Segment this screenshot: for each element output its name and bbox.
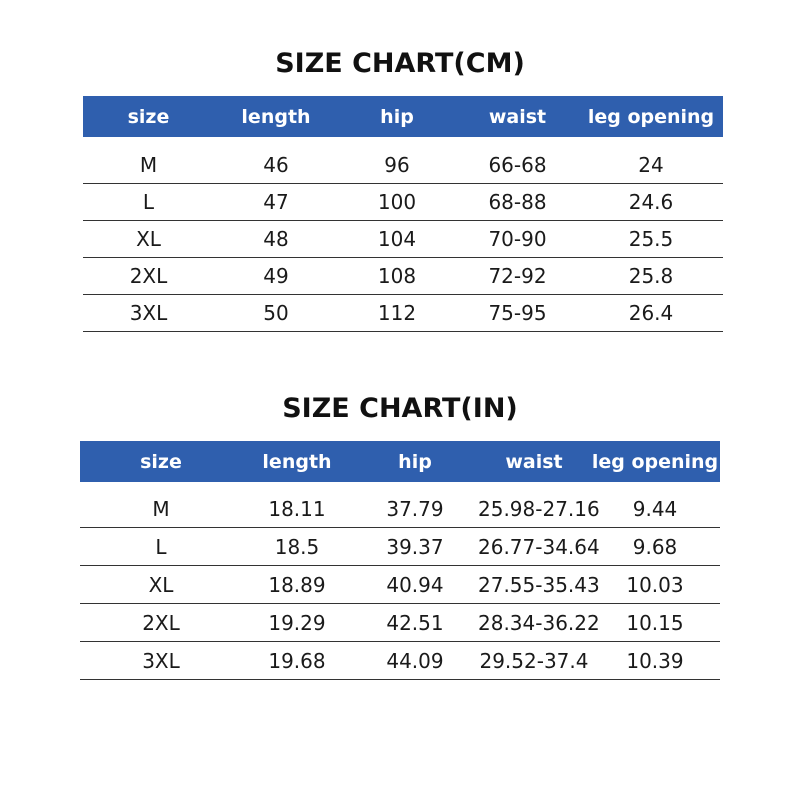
- cell-hip: 104: [377, 227, 417, 251]
- cell-hip: 112: [377, 301, 417, 325]
- in-size-table: [80, 441, 720, 680]
- cell-waist: 27.55-35.43: [478, 572, 600, 597]
- cell-hip: 37.79: [386, 496, 444, 521]
- cell-length: 47: [263, 190, 289, 214]
- cell-size: L: [142, 190, 155, 214]
- cell-size: M: [139, 153, 158, 177]
- table-row: [83, 258, 723, 295]
- cm-table-header: [83, 96, 723, 137]
- cell-length: 49: [263, 264, 289, 288]
- cell-length: 19.29: [268, 610, 326, 635]
- table-row: [80, 566, 720, 604]
- cell-hip: 42.51: [386, 610, 444, 635]
- cell-length: 48: [263, 227, 289, 251]
- header-gap: [83, 137, 723, 147]
- cell-length: 50: [263, 301, 289, 325]
- header-size: size: [127, 105, 170, 128]
- cm-size-table: [83, 96, 723, 332]
- cell-hip: 108: [377, 264, 417, 288]
- header-gap: [80, 482, 720, 490]
- in-table-header: [80, 441, 720, 482]
- cell-leg-opening: 10.15: [626, 610, 684, 635]
- cell-hip: 39.37: [386, 534, 444, 559]
- header-size: size: [140, 450, 182, 473]
- cell-leg-opening: 25.5: [628, 227, 674, 251]
- cell-length: 19.68: [268, 648, 326, 673]
- cell-length: 18.89: [268, 572, 326, 597]
- cell-size: XL: [136, 227, 161, 251]
- cell-leg-opening: 9.68: [632, 534, 678, 559]
- header-leg-opening: leg opening: [587, 105, 715, 128]
- cell-leg-opening: 9.44: [632, 496, 678, 521]
- cell-size: 2XL: [142, 610, 180, 635]
- cell-waist: 28.34-36.22: [478, 610, 600, 635]
- cell-hip: 96: [384, 153, 410, 177]
- cell-size: 3XL: [142, 648, 180, 673]
- header-leg-opening: leg opening: [591, 450, 719, 473]
- table-row: [83, 221, 723, 258]
- cell-leg-opening: 25.8: [628, 264, 674, 288]
- table-row: [83, 147, 723, 184]
- header-length: length: [262, 450, 332, 473]
- cell-waist: 70-90: [488, 227, 547, 251]
- in-chart-title: SIZE CHART(IN): [282, 393, 518, 424]
- cell-size: 3XL: [129, 301, 168, 325]
- table-row: [80, 490, 720, 528]
- header-hip: hip: [398, 450, 432, 473]
- cell-waist: 72-92: [488, 264, 547, 288]
- cell-hip: 100: [377, 190, 417, 214]
- table-row: [83, 295, 723, 332]
- header-hip: hip: [380, 105, 414, 128]
- cell-leg-opening: 10.03: [626, 572, 684, 597]
- cell-waist: 66-68: [488, 153, 547, 177]
- header-waist: waist: [488, 105, 547, 128]
- cell-waist: 68-88: [488, 190, 547, 214]
- table-row: [80, 604, 720, 642]
- cell-waist: 75-95: [488, 301, 547, 325]
- cell-length: 18.11: [268, 496, 326, 521]
- table-row: [83, 184, 723, 221]
- cell-length: 46: [263, 153, 289, 177]
- header-waist: waist: [505, 450, 563, 473]
- cell-hip: 40.94: [386, 572, 444, 597]
- table-row: [80, 642, 720, 680]
- cell-size: XL: [148, 572, 174, 597]
- header-length: length: [241, 105, 311, 128]
- table-row: [80, 528, 720, 566]
- cell-size: M: [152, 496, 170, 521]
- cell-size: L: [155, 534, 167, 559]
- cell-leg-opening: 24: [638, 153, 664, 177]
- cell-waist: 26.77-34.64: [478, 534, 600, 559]
- cell-waist: 25.98-27.16: [478, 496, 600, 521]
- cell-leg-opening: 26.4: [628, 301, 674, 325]
- cell-leg-opening: 10.39: [626, 648, 684, 673]
- cell-leg-opening: 24.6: [628, 190, 674, 214]
- cell-hip: 44.09: [386, 648, 444, 673]
- cell-waist: 29.52-37.4: [479, 648, 589, 673]
- cm-chart-title: SIZE CHART(CM): [275, 48, 525, 79]
- cell-length: 18.5: [274, 534, 320, 559]
- cell-size: 2XL: [129, 264, 168, 288]
